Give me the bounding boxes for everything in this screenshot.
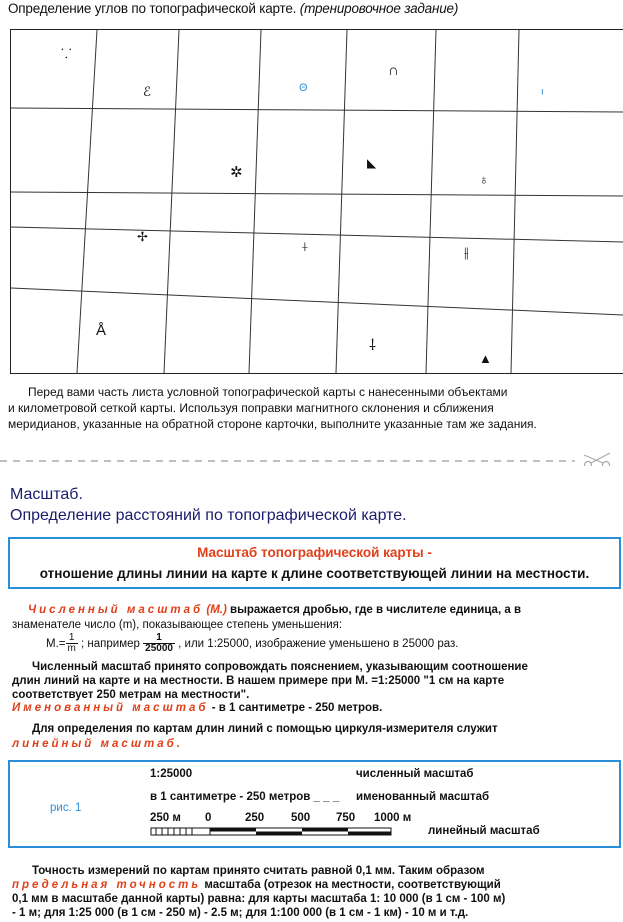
grid-line-v4 [336,30,347,373]
scissors-icon [584,453,610,466]
grid-line-h3 [11,227,623,242]
map-symbol-c[interactable]: Θ [299,82,308,94]
tick-label-0: 0 [205,812,212,824]
formula-num: 1 [66,633,78,644]
numeric-term-suffix: (М.) [206,604,227,616]
named-scale-line [12,701,382,716]
map-symbol-j[interactable]: ⍭ [301,239,309,254]
linear-scale-bar [150,826,410,838]
map-symbol-i[interactable]: ✢ [137,229,148,244]
grid-line-v3 [249,30,261,373]
example-fraction [143,633,175,654]
map-symbol-d[interactable]: ∩ [388,62,399,79]
numeric-line-1 [28,603,521,618]
figure-box [8,760,621,848]
map-symbol-f[interactable]: ✲ [230,164,243,181]
map-symbol-g[interactable]: ◣ [367,156,377,170]
map-symbol-e[interactable]: ᑊ [541,87,544,102]
section-heading-1: Масштаб. [10,486,83,503]
numeric-p2-line-3: соответствует 250 метрам на местности". [12,689,250,701]
title-subtitle: (тренировочное задание) [299,1,459,16]
tick-label-250: 250 [245,812,265,824]
grid-line-h2 [11,192,623,196]
figure-named-value: в 1 сантиметре - 250 метров _ _ _ [150,791,340,803]
linear-intro: Для определения по картам длин линий с помощью циркуля-измерителя служит [32,723,498,735]
accuracy-line-2 [12,878,501,893]
example-label: ; например [81,638,140,650]
definition-text: отношение длины линии на карте к длине соответствующей линии на местности. [39,566,590,581]
page-title [8,1,458,16]
topographic-map[interactable] [10,29,623,374]
accuracy-line-3: 0,1 мм в масштабе данной карты) равна: для карты масштаба 1: 10 000 (в 1 см - 100 м) [12,893,506,905]
intro-paragraph [8,384,613,432]
figure-named-label: именованный масштаб [356,791,490,803]
linear-term-line [12,737,183,752]
tick-label-500: 500 [291,812,311,824]
grid-line-v1 [77,30,97,373]
intro-line-1: Перед вами часть листа условной топографической карты с нанесенными объектами [28,385,508,399]
figure-label: рис. 1 [50,802,82,814]
named-term: Именованный масштаб [12,702,209,714]
example-den: 25000 [145,643,173,655]
tick-label-750: 750 [336,812,356,824]
grid-line-v5 [426,30,436,373]
figure-linear-label: линейный масштаб [428,825,540,837]
intro-line-3: меридианов, указанные на обратной стороне карточки, выполните указанные там же задания. [8,417,537,431]
accuracy-line-1: Точность измерений по картам принято считать равной 0,1 мм. Таким образом [32,865,485,877]
map-symbol-a[interactable]: ⸪ [61,46,72,61]
section-heading-2: Определение расстояний по топографической карте. [10,507,407,524]
numeric-text-2: знаменателе число (m), показывающее степень уменьшения: [12,619,343,631]
map-symbol-k[interactable]: ⫲ [464,244,469,260]
grid-line-h1 [11,108,623,112]
formula-den: m [67,643,76,655]
numeric-text-1: выражается дробью, где в числителе единица, а в [230,604,522,616]
example-num: 1 [143,633,175,644]
map-symbol-l[interactable]: Å [96,322,107,339]
named-text: - в 1 сантиметре - 250 метров. [211,702,383,714]
definition-term: Масштаб топографической карты - [197,545,432,560]
grid-line-v6 [511,30,519,373]
intro-line-2: и километровой сеткой карты. Используя поправки магнитного склонения и сближения [8,401,494,415]
cut-line [0,452,623,466]
figure-numeric-value: 1:25000 [150,768,193,780]
example-suffix: , или 1:25000, изображение уменьшено в 25000 раз. [178,638,459,650]
grid-line-v2 [164,30,179,373]
map-symbol-n[interactable]: ▲ [479,351,492,366]
accuracy-text-2: масштаба (отрезок на местности, соответствующий [204,879,501,891]
accuracy-term: предельная точность [12,879,202,891]
tick-label-250m-left: 250 м [150,812,181,824]
accuracy-line-4: - 1 м; для 1:25 000 (в 1 см - 250 м) - 2.5 м; для 1:100 000 (в 1 см - 1 км) - 10 м и т.д. [12,907,469,919]
grid-line-h4 [11,288,623,315]
formula-fraction [66,633,78,654]
formula-line [46,632,459,656]
map-symbol-h[interactable]: ♁ [479,172,489,187]
formula-prefix: М.= [46,638,66,650]
tick-label-1000m: 1000 м [374,812,412,824]
map-symbol-m[interactable]: ⸸ [369,337,377,354]
numeric-p2-line-2: длин линий на карте и на местности. В нашем примере при М. =1:25000 "1 см на карте [12,675,505,687]
numeric-term: Численный масштаб [28,604,204,616]
title-main: Определение углов по топографической карте. [8,1,297,16]
figure-numeric-label: численный масштаб [356,768,474,780]
numeric-p2-line-1: Численный масштаб принято сопровождать пояснением, указывающим соотношение [32,661,528,673]
definition-box [8,537,621,589]
map-symbol-b[interactable]: ℰ [143,84,151,99]
linear-term: линейный масштаб. [12,738,183,750]
